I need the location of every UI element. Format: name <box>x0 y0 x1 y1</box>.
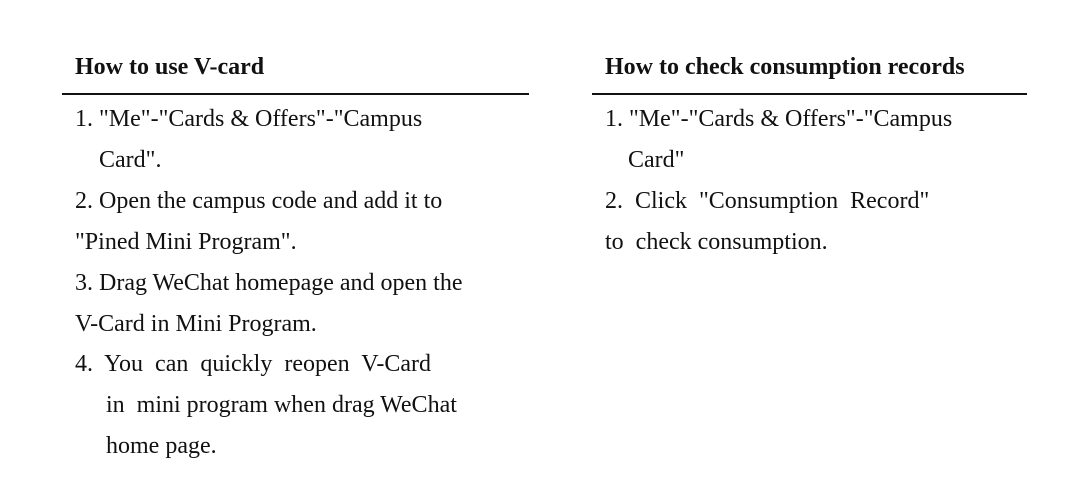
v-card-step-3-line-1: 3. Drag WeChat homepage and open the <box>75 270 463 296</box>
v-card-usage-heading: How to use V-card <box>75 54 265 80</box>
v-card-step-1-line-1: 1. "Me"-"Cards & Offers"-"Campus <box>75 106 423 132</box>
v-card-step-4-line-1: 4. You can quickly reopen V-Card <box>75 351 431 377</box>
consumption-step-2-line-1: 2. Click "Consumption Record" <box>605 188 930 214</box>
consumption-records-heading: How to check consumption records <box>605 54 965 80</box>
v-card-step-2-line-2: "Pined Mini Program". <box>75 229 297 255</box>
consumption-step-2-line-2: to check consumption. <box>605 229 828 255</box>
consumption-step-1-line-1: 1. "Me"-"Cards & Offers"-"Campus <box>605 106 953 132</box>
consumption-records-divider <box>592 93 1027 95</box>
v-card-usage-divider <box>62 93 529 95</box>
consumption-step-1-line-2: Card" <box>628 147 685 173</box>
v-card-step-4-line-2: in mini program when drag WeChat <box>106 392 457 418</box>
v-card-step-1-line-2: Card". <box>99 147 162 173</box>
v-card-step-3-line-2: V-Card in Mini Program. <box>75 311 317 337</box>
v-card-step-2-line-1: 2. Open the campus code and add it to <box>75 188 443 214</box>
v-card-step-4-line-3: home page. <box>106 433 217 459</box>
